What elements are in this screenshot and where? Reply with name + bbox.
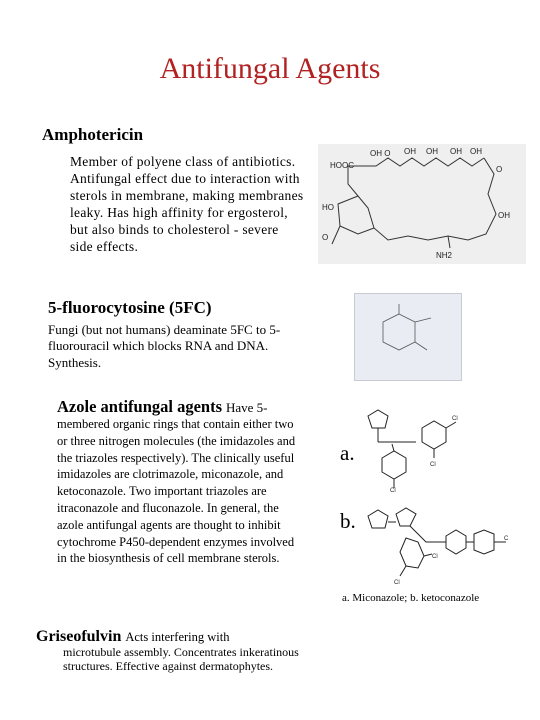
miconazole-structure-drawing (366, 408, 486, 493)
svg-text:Cl: Cl (432, 554, 438, 560)
structure-label: HOOC (330, 161, 354, 170)
fluorocytosine-heading: 5-fluorocytosine (5FC) (48, 298, 212, 317)
amphotericin-structure-drawing (318, 144, 526, 264)
amphotericin-body: Member of polyene class of antibiotics. Antifungal effect due to interaction with sterols in membrane, making membranes leaky. Has high affinity for ergosterol, but also binds to cholesterol - severe side effects. (70, 154, 304, 254)
ketoconazole-structure-drawing (366, 496, 516, 586)
svg-text:Cl: Cl (394, 580, 400, 586)
fluorocytosine-structure-drawing (355, 294, 461, 380)
structure-label-b: b. (340, 509, 356, 533)
structure-label-a: a. (340, 441, 355, 465)
ketoconazole-structure-image (366, 496, 516, 586)
structure-label: NH2 (436, 251, 453, 260)
structure-label: OH (404, 147, 416, 156)
structure-label: OH (426, 147, 438, 156)
structure-label: OH O (370, 149, 391, 158)
svg-text:Cl: Cl (390, 488, 396, 493)
fluorocytosine-body: Fungi (but not humans) deaminate 5FC to 5-fluorouracil which blocks RNA and DNA. Synthesis. (48, 322, 281, 370)
azole-heading-continuation: Have 5- (226, 400, 268, 415)
structure-label: OH (470, 147, 482, 156)
svg-text:Cl: Cl (430, 462, 436, 468)
azole-heading: Azole antifungal agents (57, 397, 222, 416)
structure-label: O (322, 233, 329, 242)
amphotericin-structure-image (318, 144, 526, 264)
page-title: Antifungal Agents (159, 52, 381, 85)
griseofulvin-body: microtubule assembly. Concentrates inkeratinous structures. Effective against dermatophytes. (63, 645, 299, 673)
fluorocytosine-structure-image (354, 293, 462, 381)
griseofulvin-heading: Griseofulvin (36, 628, 122, 645)
structure-label: OH (450, 147, 462, 156)
azole-heading-line (57, 397, 268, 417)
griseofulvin-heading-continuation: Acts interfering with (125, 630, 230, 644)
griseofulvin-heading-line (36, 628, 229, 646)
svg-text:C: C (504, 536, 509, 542)
structure-label: O (496, 165, 503, 174)
miconazole-structure-image (366, 408, 486, 493)
svg-text:Cl: Cl (452, 416, 458, 422)
amphotericin-heading: Amphotericin (42, 125, 144, 144)
structure-label: OH (498, 211, 510, 220)
structures-caption: a. Miconazole; b. ketoconazole (342, 592, 480, 604)
structure-label: HO (322, 203, 334, 212)
azole-body: membered organic rings that contain either two or three nitrogen molecules (the imidazoles and the triazoles respectively). The clinically useful imidazoles are clotrimazole, miconazole, and ketoconazole. Two important triazoles are itraconazole and fluconazole. In general, the azole antifungal agents are thought to inhibit cytochrome P450-dependent enzymes involved in the biosynthesis of cell membrane sterols. (57, 417, 296, 566)
